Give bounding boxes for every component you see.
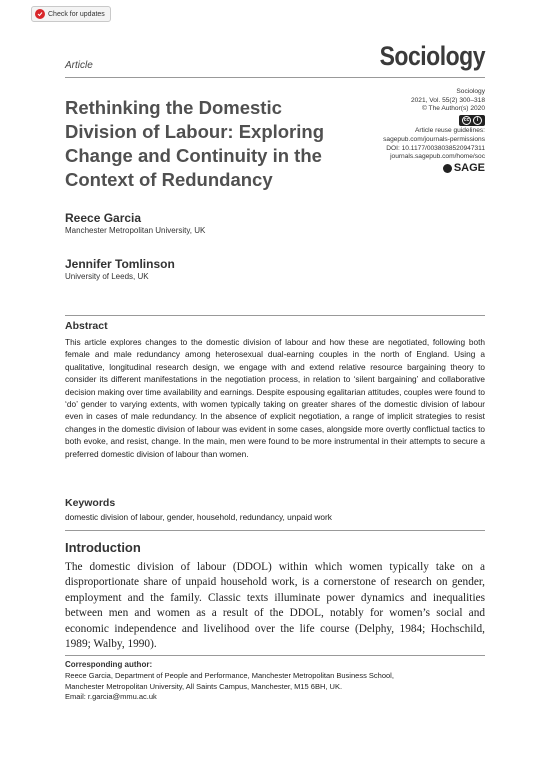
author-block bbox=[65, 257, 175, 281]
meta-permissions-link[interactable]: sagepub.com/journals-permissions bbox=[383, 135, 485, 143]
sage-logo-text: SAGE bbox=[453, 162, 485, 175]
check-for-updates-button[interactable] bbox=[31, 6, 111, 22]
publication-metadata bbox=[325, 88, 485, 177]
author-name: Reece Garcia bbox=[65, 211, 142, 225]
corresponding-author-email[interactable]: Email: r.garcia@mmu.ac.uk bbox=[65, 692, 157, 701]
introduction-paragraph: The domestic division of labour (DDOL) within which women typically take on a disproportionate share of unpaid household work, is a cornerstone of research on gender, employment and the family. Classic texts illuminate power dynamics and inequalities between men and women as a result of the DDOL, notably for women’s social and economic independence and livelihood over the life course (Delphy, 1984; Hochschild, 1989; Walby, 1990). bbox=[65, 561, 485, 651]
meta-journal: Sociology bbox=[456, 88, 485, 95]
meta-reuse-guidelines: Article reuse guidelines: bbox=[414, 127, 485, 135]
keywords-divider bbox=[65, 530, 485, 531]
abstract-heading: Abstract bbox=[65, 320, 108, 332]
check-for-updates-label: Check for updates bbox=[48, 10, 105, 18]
check-updates-icon bbox=[35, 9, 45, 19]
meta-doi[interactable]: DOI: 10.1177/0038038520947311 bbox=[386, 144, 485, 152]
abstract-text: This article explores changes to the domestic division of labour and how these are negotiated, following both female and male redundancy among heterosexual dual-earning couples in the north of England. Using a qualitative, longitudinal research design, we engage with and extend relative resource bargaining theory to consider its different manifestations in the negotiation process, in relation to ‘silent bargaining’ and collaborative decision making over time availability and earnings. Despite espousing egalitarian attitudes, couples were found to ‘do’ gender to varying extents, with women typically taking on greater shares of the domestic division of labour even in cases of male redundancy. In the absence of explicit negotiation, a range of implicit strategies to resist changes in the domestic division of labour was evident in some cases, alongside more overtly conflictual tactics to both evoke, and resist, change. In the main, men were found to be more instrumental in their attempts to secure a preferred domestic division of labour than women. bbox=[65, 337, 485, 459]
author-affiliation: University of Leeds, UK bbox=[65, 272, 149, 281]
article-title: Rethinking the Domestic Division of Labour: Exploring Change and Continuity in the Context of Redundancy bbox=[65, 97, 324, 190]
sage-mark-icon bbox=[443, 164, 452, 173]
keywords-heading: Keywords bbox=[65, 497, 116, 509]
article-type-label: Article bbox=[65, 60, 93, 71]
introduction-heading: Introduction bbox=[65, 540, 141, 555]
meta-citation: 2021, Vol. 55(2) 300–318 bbox=[410, 96, 485, 104]
sage-logo bbox=[443, 164, 485, 173]
header-divider bbox=[65, 77, 485, 78]
corresponding-author-line: Manchester Metropolitan University, All Saints Campus, Manchester, M15 6BH, UK. bbox=[65, 681, 343, 691]
creative-commons-icon: cc i bbox=[459, 115, 485, 126]
corresponding-author-line: Reece Garcia, Department of People and Performance, Manchester Metropolitan Business School, bbox=[65, 671, 394, 680]
meta-copyright: © The Author(s) 2020 bbox=[421, 105, 485, 113]
author-name: Jennifer Tomlinson bbox=[65, 257, 175, 271]
author-affiliation: Manchester Metropolitan University, UK bbox=[65, 226, 206, 235]
meta-journal-link[interactable]: journals.sagepub.com/home/soc bbox=[390, 153, 485, 161]
footnote-divider bbox=[65, 655, 485, 656]
abstract-divider bbox=[65, 315, 485, 316]
keywords-text: domestic division of labour, gender, household, redundancy, unpaid work bbox=[65, 512, 332, 522]
corresponding-author-details bbox=[65, 671, 485, 703]
author-block bbox=[65, 211, 205, 235]
journal-logo: Sociology bbox=[379, 41, 485, 71]
corresponding-author-heading: Corresponding author: bbox=[65, 660, 153, 669]
